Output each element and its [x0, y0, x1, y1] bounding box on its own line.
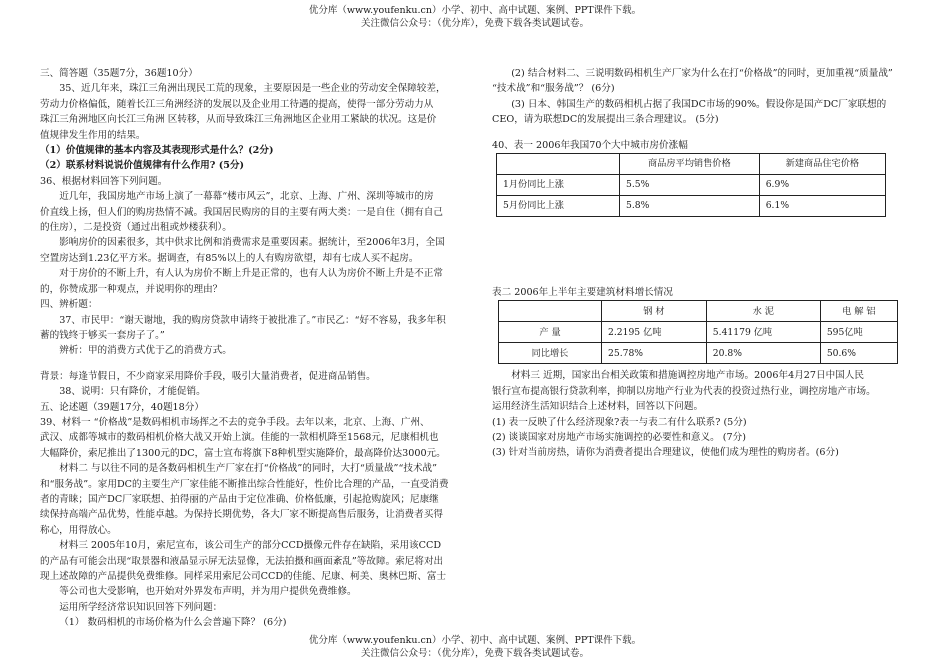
q40-material-3: 运用经济生活知识结合上述材料，回答以下问题。: [492, 401, 704, 413]
table-cell: 5月份同比上涨: [497, 196, 620, 217]
table-cell: 产 量: [499, 322, 602, 343]
q36-text: 的，你赞成那一种观点，并说明你的理由？: [40, 283, 223, 295]
q35-text: 35、近几年来，珠江三角洲出现民工荒的现象，主要原因是一些企业的劳动安全保障较差，: [59, 83, 446, 95]
table-cell: [499, 301, 602, 322]
table-cell: 6.1%: [759, 196, 885, 217]
table-header-cell: 钢 材: [602, 301, 707, 322]
q39-material-3: 的产品有可能会出现“取景器和液晶显示屏无法显像，无法拍摄和画面紊乱”等故障。索尼将对出: [40, 555, 444, 567]
q36-text: 的住房），二是投资（通过出租或炒楼获利）。: [40, 222, 232, 234]
q36-text: 影响房价的因素很多，其中供求比例和消费需求是重要因素。据统计，至2006年3月，全国: [59, 237, 445, 249]
table-header-row: [497, 154, 886, 175]
q35-text: 劳动力价格偏低，随着长江三角洲经济的发展以及企业用工待遇的提高，使得一部分劳动力从: [40, 98, 434, 110]
table-header-cell: 水 泥: [706, 301, 820, 322]
table-cell: 25.78%: [602, 343, 707, 364]
q39-instruction: 运用所学经济常识知识回答下列问题：: [59, 601, 223, 613]
q39-material-3: 等公司也大受影响，也开始对外界发布声明，并为用户提供免费维修。: [59, 586, 357, 598]
q39-material-2: 和“服务战”。家用DC的主要生产厂家佳能不断推出综合性能好，性价比合理的产品，一直受消费: [40, 478, 449, 490]
q35-sub2: （2）联系材料说说价值规律有什么作用? (5分): [40, 160, 245, 172]
table-cell: 2.2195 亿吨: [602, 322, 707, 343]
section3-title: 三、简答题（35题7分，36题10分）: [40, 68, 198, 79]
watermark-line-1: 优分库（www.youfenku.cn）小学、初中、高中试题、案例、PPT课件下载。: [308, 5, 642, 16]
table2-title: 表二 2006年上半年主要建筑材料增长情况: [492, 287, 673, 299]
q36-intro: 36、根据材料回答下列问题。: [40, 175, 168, 187]
q35-sub1: （1）价值规律的基本内容及其表现形式是什么？(2分): [40, 145, 274, 157]
table-row: [499, 343, 898, 364]
q36-text: 价直线上扬，但人们的购房热情不减。我国居民购房的目的主要有两大类：一是自住（拥有自己: [40, 206, 443, 218]
section5-title: 五、论述题（39题17分，40题18分）: [40, 401, 204, 413]
section4-title: 四、辨析题：: [40, 299, 98, 311]
table-house-price-growth: [496, 153, 886, 217]
footer-watermark: [0, 634, 950, 660]
q39-material-1: 39、材料一 “价格战”是数码相机市场挥之不去的竞争手段。去年以来，北京、上海、广州、: [40, 416, 430, 428]
q36-text: 空置房达到1.23亿平方米。据调查，有85%以上的人有购房欲望，却有七成人买不起房。: [40, 252, 419, 264]
q40-material-3: 银行宣布提高银行贷款利率，抑制以房地产行业为代表的投资过热行业，调控房地产市场。: [492, 385, 876, 397]
watermark-line-2: 关注微信公众号：（优分库），免费下载各类试题试卷。: [360, 18, 589, 29]
table-row: [499, 322, 898, 343]
q40-sub2: (2) 谈谈国家对房地产市场实施调控的必要性和意义。 (7分): [492, 432, 746, 444]
q39-sub2: “技术战”和“服务战”？ (6分): [492, 83, 615, 95]
table-cell: 20.8%: [706, 343, 820, 364]
q35-text: 值规律发生作用的结果。: [40, 129, 146, 141]
q36-text: 近几年，我国房地产市场上演了一幕幕“楼市风云”，北京、上海、广州、深圳等城市的房: [59, 191, 434, 203]
header-watermark: [0, 4, 950, 30]
table-cell: 5.41179 亿吨: [706, 322, 820, 343]
table-row: [497, 175, 886, 196]
q39-material-2: 材料二 与以往不同的是各数码相机生产厂家在打“价格战”的同时，大打“质量战”“技术战”: [59, 463, 438, 475]
table-cell: 6.9%: [759, 175, 885, 196]
q37-text: 37、市民甲：“谢天谢地，我的购房贷款申请终于被批准了。”市民乙：“好不容易，我多年积: [59, 314, 446, 326]
q39-material-2: 者的青睐；国产DC厂家联想、拍得丽的产品由于定位准确、价格低廉，引起抢购旋风；尼康继: [40, 493, 439, 505]
table-header-cell: 商品房平均销售价格: [620, 154, 760, 175]
table-cell: [497, 154, 620, 175]
table-row: [497, 196, 886, 217]
table-header-row: [499, 301, 898, 322]
table-cell: 5.5%: [620, 175, 760, 196]
q40-table1-title: 40、表一 2006年我国70个大中城市房价涨幅: [492, 139, 688, 151]
table-cell: 1月份同比上涨: [497, 175, 620, 196]
left-column: [40, 66, 478, 631]
q39-material-2: 续保持高端产品优势，性能卓越。为保持长期优势，各大厂家不断提高售后服务，让消费者买得: [40, 509, 443, 521]
q39-sub2: (2) 结合材料二、三说明数码相机生产厂家为什么在打“价格战”的同时，更加重视“质量战”: [511, 68, 893, 79]
table-cell: 5.8%: [620, 196, 760, 217]
table-building-materials: [498, 300, 898, 364]
q40-sub3: (3) 针对当前房热，请你为消费者提出合理建议，使他们成为理性的购房者。(6分): [492, 447, 839, 459]
watermark-line-1: 优分库（www.youfenku.cn）小学、初中、高中试题、案例、PPT课件下载。: [308, 635, 642, 646]
q39-sub3: (3) 日本、韩国生产的数码相机占据了我国DC市场的90%。假设你是国产DC厂家联想的: [511, 98, 887, 110]
q36-text: 对于房价的不断上升，有人认为房价不断上升是正常的，也有人认为房价不断上升是不正常: [59, 268, 443, 280]
table-cell: 50.6%: [820, 343, 897, 364]
q35-text: 珠江三角洲地区向长江三角洲 区转移，从而导致珠江三角洲地区企业用工紧缺的状况。这是价: [40, 114, 437, 126]
q40-sub1: (1) 表一反映了什么经济现象?表一与表二有什么联系? (5分): [492, 416, 747, 428]
q39-material-3: 现上述故障的产品提供免费维修。同样采用索尼公司CCD的佳能、尼康、柯美、奥林巴斯、富士: [40, 571, 447, 582]
table-cell: 同比增长: [499, 343, 602, 364]
q37-text: 蓄的钱终于够买一套房子了。”: [40, 329, 165, 341]
right-column: [492, 66, 912, 461]
table-cell: 595亿吨: [820, 322, 897, 343]
q39-material-2: 称心，用得放心。: [40, 524, 117, 536]
q39-material-3: 材料三 2005年10月，索尼宣布，该公司生产的部分CCD摄像元件存在缺陷，采用该CCD: [59, 540, 442, 552]
q39-material-1: 武汉、成都等城市的数码相机价格大战又开始上演。佳能的一款相机降至1568元，尼康相机也: [40, 432, 439, 444]
q39-material-1: 大幅降价，索尼推出了1300元的DC，富士宣布将旗下8种机型实施降价，最高降价达3000元。: [40, 447, 446, 459]
table-header-cell: 新建商品住宅价格: [759, 154, 885, 175]
q40-material-3: 材料三 近期，国家出台相关政策和措施调控房地产市场。2006年4月27日中国人民: [511, 370, 864, 382]
q37-text: 辨析：甲的消费方式优于乙的消费方式。: [59, 345, 232, 357]
watermark-line-2: 关注微信公众号：（优分库），免费下载各类试题试卷。: [360, 648, 589, 659]
q39-sub3: CEO，请为联想DC的发展提出三条合理建议。 (5分): [492, 114, 719, 126]
q38-text: 38、说明：只有降价，才能促销。: [59, 386, 206, 398]
table-header-cell: 电 解 铝: [820, 301, 897, 322]
q39-sub1: （1） 数码相机的市场价格为什么会普遍下降？ (6分): [59, 617, 287, 629]
q38-background: 背景：每逢节假日，不少商家采用降价手段，吸引大量消费者，促进商品销售。: [40, 370, 376, 382]
